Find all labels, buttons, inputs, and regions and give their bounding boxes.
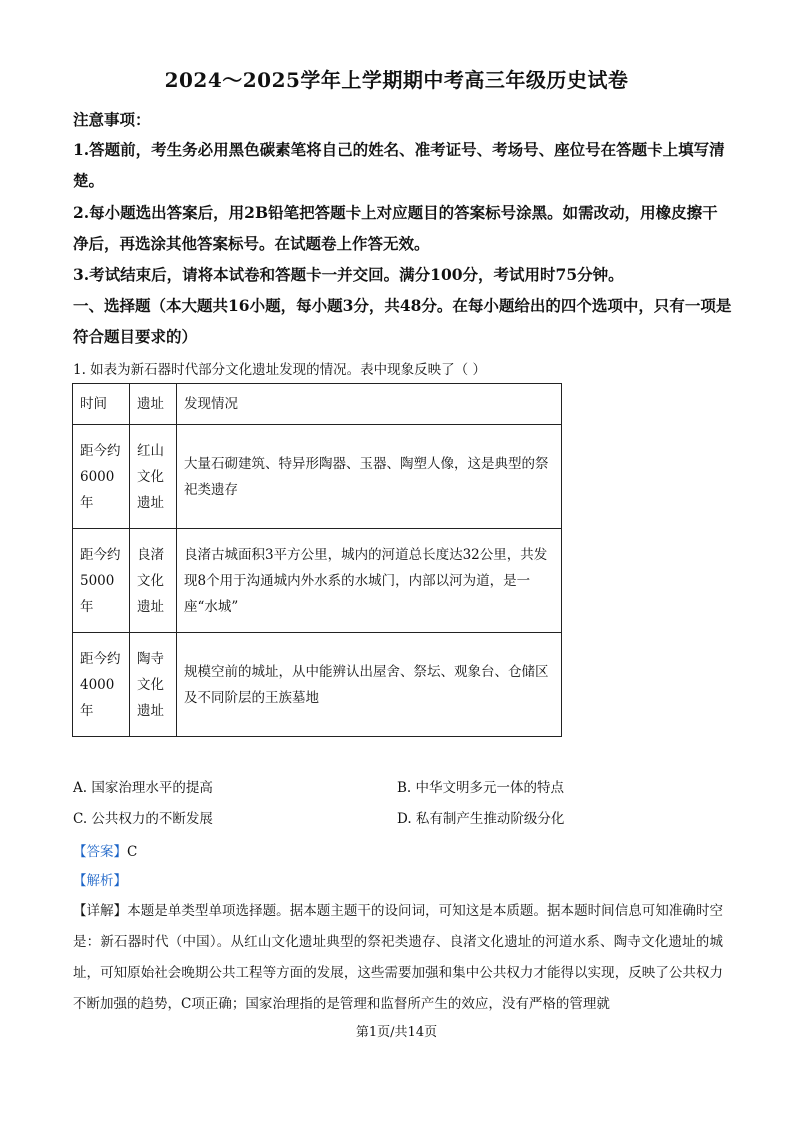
table-cell: 良渚古城面积3平方公里，城内的河道总长度达32公里，共发现8个用于沟通城内外水系的水城门，内部以河为道，是一座“水城” bbox=[177, 529, 562, 633]
table-cell: 红山文化遗址 bbox=[130, 425, 177, 529]
table-cell: 距今约6000年 bbox=[73, 425, 130, 529]
analysis-bracket: 【解析】 bbox=[73, 873, 127, 889]
table-header-row bbox=[73, 384, 562, 425]
answer-bracket: 【答案】 bbox=[73, 844, 127, 860]
option-d: D. 私有制产生推动阶级分化 bbox=[397, 811, 565, 827]
table-cell: 陶寺文化遗址 bbox=[130, 633, 177, 737]
table-row bbox=[73, 425, 562, 529]
sites-table bbox=[72, 383, 562, 737]
notice-3: 3.考试结束后，请将本试卷和答题卡一并交回。满分100分，考试用时75分钟。 bbox=[73, 265, 624, 284]
detail-text: 本题是单类型单项选择题。据本题主题干的设问词，可知这是本质题。据本题时间信息可知准确时空是：新石器时代（中国）。从红山文化遗址典型的祭祀类遗存、良渚文化遗址的河道水系、陶寺文化遗址的城址，可知原始社会晚期公共工程等方面的发展，这些需要加强和集中公共权力才能得以实现，反映了公共权力不断加强的趋势，C项正确；国家治理指的是管理和监督所产生的效应，没有严格的管理就 bbox=[73, 903, 724, 1012]
question-stem: 1. 如表为新石器时代部分文化遗址发现的情况。表中现象反映了（ ） bbox=[73, 362, 486, 378]
table-cell: 大量石砌建筑、特异形陶器、玉器、陶塑人像，这是典型的祭祀类遗存 bbox=[177, 425, 562, 529]
notice-2: 2.每小题选出答案后，用2B铅笔把答题卡上对应题目的答案标号涂黑。如需改动，用橡皮擦干净后，再选涂其他答案标号。在试题卷上作答无效。 bbox=[73, 203, 718, 253]
option-c: C. 公共权力的不断发展 bbox=[73, 811, 213, 827]
answer-tag: 答案 bbox=[86, 844, 114, 860]
table-cell: 良渚文化遗址 bbox=[130, 529, 177, 633]
option-b: B. 中华文明多元一体的特点 bbox=[397, 780, 565, 796]
page-footer: 第1页/共14页 bbox=[355, 1025, 438, 1040]
detail-tag: 详解 bbox=[86, 903, 114, 919]
table-cell: 规模空前的城址，从中能辨认出屋舍、祭坛、观象台、仓储区及不同阶层的王族墓地 bbox=[177, 633, 562, 737]
answer-value: C bbox=[127, 844, 138, 860]
table-row bbox=[73, 633, 562, 737]
table-row bbox=[73, 529, 562, 633]
detail-paragraph: 【详解】本题是单类型单项选择题。据本题主题干的设问词，可知这是本质题。据本题时间信息可知准确时空是：新石器时代（中国）。从红山文化遗址典型的祭祀类遗存、良渚文化遗址的河道水系、陶寺文化遗址的城址，可知原始社会晚期公共工程等方面的发展，这些需要加强和集中公共权力才能得以实现，反映了公共权力不断加强的趋势，C项正确；国家治理指的是管理和监督所产生的效应，没有严格的管理就 bbox=[73, 903, 724, 1012]
section-heading: 一、选择题（本大题共16小题，每小题3分，共48分。在每小题给出的四个选项中，只有一项是符合题目要求的） bbox=[73, 296, 732, 346]
notice-1: 1.答题前，考生务必用黑色碳素笔将自己的姓名、准考证号、考场号、座位号在答题卡上填写清楚。 bbox=[73, 140, 725, 190]
header-cell: 时间 bbox=[73, 384, 130, 425]
analysis-tag: 解析 bbox=[86, 873, 114, 889]
header-cell: 发现情况 bbox=[177, 384, 562, 425]
exam-title: 2024～2025学年上学期期中考高三年级历史试卷 bbox=[164, 68, 629, 92]
notice-heading: 注意事项： bbox=[73, 110, 151, 129]
header-cell: 遗址 bbox=[130, 384, 177, 425]
option-a: A. 国家治理水平的提高 bbox=[73, 780, 213, 796]
analysis-line bbox=[73, 869, 127, 889]
table-cell: 距今约4000年 bbox=[73, 633, 130, 737]
answer-line bbox=[73, 840, 137, 860]
table-cell: 距今约5000年 bbox=[73, 529, 130, 633]
